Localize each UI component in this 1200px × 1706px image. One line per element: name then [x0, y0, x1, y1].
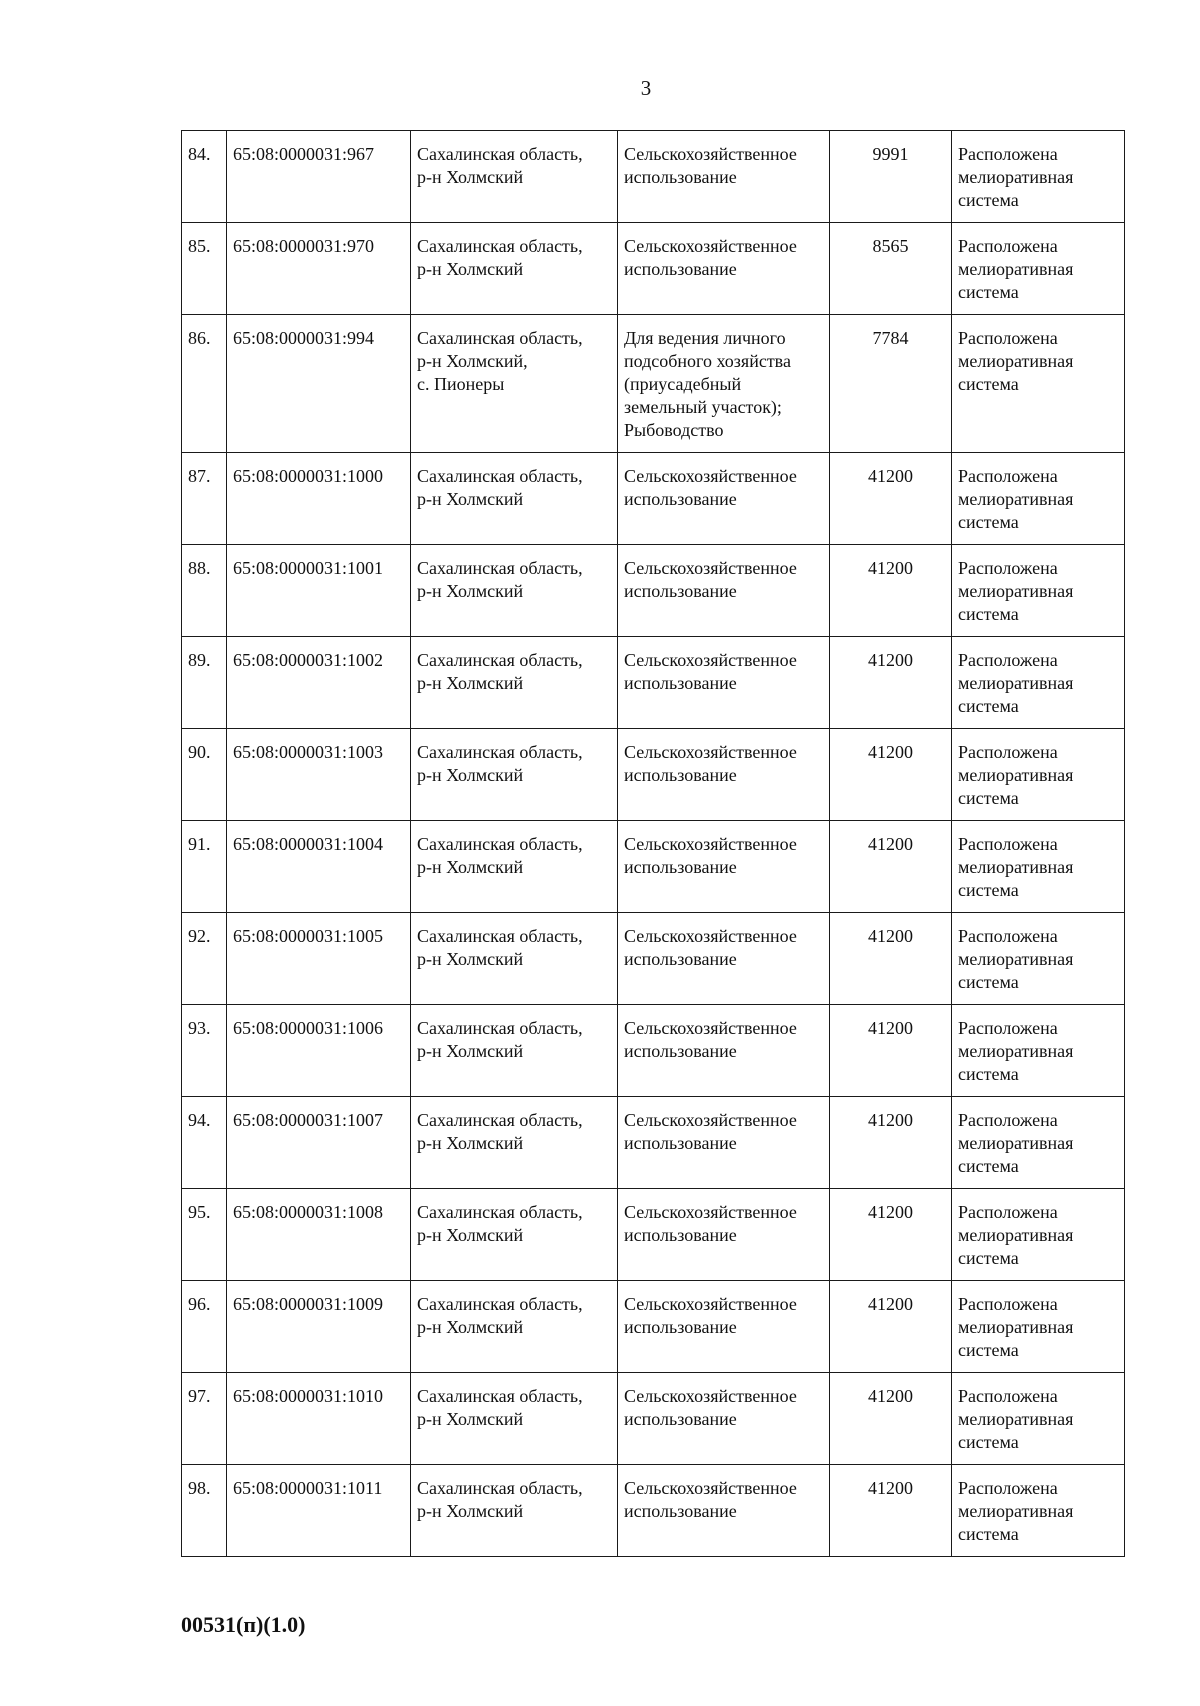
note-cell [952, 1465, 1125, 1557]
address-cell [411, 637, 618, 729]
address-cell-line: р-н Холмский [417, 581, 524, 601]
row-number-cell-text: 91. [188, 834, 211, 854]
note-cell [952, 637, 1125, 729]
permitted-use-cell-line: использование [624, 673, 737, 693]
cadastral-number-cell [227, 1281, 411, 1373]
note-cell [952, 1281, 1125, 1373]
area-cell-text: 41200 [868, 558, 913, 578]
permitted-use-cell [618, 821, 830, 913]
row-number-cell-text: 97. [188, 1386, 211, 1406]
address-cell-line: р-н Холмский [417, 765, 524, 785]
note-cell-line: система [958, 696, 1019, 716]
area-cell-text: 41200 [868, 834, 913, 854]
area-cell-text: 7784 [872, 328, 909, 348]
note-cell [952, 131, 1125, 223]
address-cell-line: Сахалинская область, [417, 926, 583, 946]
permitted-use-cell-line: земельный участок); [624, 397, 782, 417]
permitted-use-cell [618, 729, 830, 821]
permitted-use-cell-line: использование [624, 1133, 737, 1153]
permitted-use-cell-line: использование [624, 581, 737, 601]
address-cell [411, 131, 618, 223]
table-row [182, 821, 1125, 913]
note-cell [952, 1005, 1125, 1097]
address-cell-line: р-н Холмский [417, 1317, 524, 1337]
address-cell-line: р-н Холмский [417, 949, 524, 969]
note-cell [952, 821, 1125, 913]
permitted-use-cell [618, 1465, 830, 1557]
note-cell-line: система [958, 1524, 1019, 1544]
address-cell-line: р-н Холмский [417, 1225, 524, 1245]
permitted-use-cell-line: использование [624, 1041, 737, 1061]
note-cell-line: Расположена [958, 1110, 1058, 1130]
cadastral-number-cell [227, 1097, 411, 1189]
note-cell-line: мелиоративная [958, 581, 1074, 601]
note-cell-line: система [958, 1156, 1019, 1176]
note-cell-line: система [958, 604, 1019, 624]
permitted-use-cell-line: использование [624, 1225, 737, 1245]
permitted-use-cell-line: использование [624, 857, 737, 877]
address-cell-line: р-н Холмский [417, 857, 524, 877]
address-cell-line: с. Пионеры [417, 374, 505, 394]
table-row [182, 1005, 1125, 1097]
note-cell [952, 913, 1125, 1005]
note-cell-line: Расположена [958, 742, 1058, 762]
row-number-cell [182, 1373, 227, 1465]
note-cell-line: мелиоративная [958, 949, 1074, 969]
permitted-use-cell-line: Сельскохозяйственное [624, 1294, 797, 1314]
note-cell [952, 1373, 1125, 1465]
note-cell-line: Расположена [958, 1018, 1058, 1038]
permitted-use-cell [618, 131, 830, 223]
note-cell-line: система [958, 1432, 1019, 1452]
cadastral-number-cell-text: 65:08:0000031:1009 [233, 1294, 384, 1314]
address-cell-line: Сахалинская область, [417, 1018, 583, 1038]
address-cell-line: р-н Холмский [417, 1409, 524, 1429]
cadastral-number-cell-text: 65:08:0000031:1011 [233, 1478, 383, 1498]
note-cell-line: мелиоративная [958, 167, 1074, 187]
permitted-use-cell [618, 1097, 830, 1189]
row-number-cell [182, 821, 227, 913]
permitted-use-cell-line: Сельскохозяйственное [624, 1202, 797, 1222]
table-row [182, 1373, 1125, 1465]
area-cell [830, 453, 952, 545]
row-number-cell-text: 95. [188, 1202, 211, 1222]
cadastral-number-cell [227, 821, 411, 913]
area-cell [830, 821, 952, 913]
cadastral-number-cell-text: 65:08:0000031:1004 [233, 834, 384, 854]
cadastral-number-cell-text: 65:08:0000031:1006 [233, 1018, 384, 1038]
area-cell-text: 41200 [868, 650, 913, 670]
row-number-cell [182, 1189, 227, 1281]
area-cell-text: 41200 [868, 1018, 913, 1038]
note-cell-line: мелиоративная [958, 1133, 1074, 1153]
address-cell-line: Сахалинская область, [417, 1294, 583, 1314]
address-cell-line: Сахалинская область, [417, 236, 583, 256]
area-cell-text: 8565 [872, 236, 909, 256]
note-cell-line: Расположена [958, 1202, 1058, 1222]
note-cell-line: система [958, 282, 1019, 302]
cadastral-number-cell-text: 65:08:0000031:1008 [233, 1202, 384, 1222]
address-cell [411, 1373, 618, 1465]
note-cell-line: Расположена [958, 1478, 1058, 1498]
note-cell-line: мелиоративная [958, 1409, 1074, 1429]
note-cell-line: Расположена [958, 144, 1058, 164]
document-code: 00531(п)(1.0) [181, 1612, 306, 1637]
note-cell-line: система [958, 190, 1019, 210]
row-number-cell-text: 93. [188, 1018, 211, 1038]
area-cell [830, 545, 952, 637]
area-cell [830, 637, 952, 729]
area-cell [830, 223, 952, 315]
area-cell-text: 41200 [868, 466, 913, 486]
address-cell-line: Сахалинская область, [417, 1202, 583, 1222]
address-cell [411, 821, 618, 913]
address-cell-line: р-н Холмский [417, 489, 524, 509]
cadastral-number-cell [227, 453, 411, 545]
address-cell [411, 1465, 618, 1557]
row-number-cell [182, 131, 227, 223]
area-cell [830, 131, 952, 223]
cadastral-number-cell [227, 1005, 411, 1097]
cadastral-number-cell [227, 131, 411, 223]
note-cell-line: система [958, 788, 1019, 808]
row-number-cell-text: 85. [188, 236, 211, 256]
permitted-use-cell-line: Сельскохозяйственное [624, 466, 797, 486]
row-number-cell-text: 92. [188, 926, 211, 946]
area-cell [830, 913, 952, 1005]
note-cell [952, 315, 1125, 453]
address-cell-line: р-н Холмский [417, 259, 524, 279]
permitted-use-cell-line: Сельскохозяйственное [624, 144, 797, 164]
address-cell [411, 223, 618, 315]
note-cell-line: Расположена [958, 834, 1058, 854]
note-cell-line: Расположена [958, 236, 1058, 256]
address-cell-line: Сахалинская область, [417, 466, 583, 486]
row-number-cell-text: 89. [188, 650, 211, 670]
row-number-cell [182, 1005, 227, 1097]
permitted-use-cell [618, 545, 830, 637]
permitted-use-cell-line: использование [624, 1317, 737, 1337]
table-row [182, 545, 1125, 637]
address-cell-line: Сахалинская область, [417, 558, 583, 578]
address-cell-line: Сахалинская область, [417, 1478, 583, 1498]
cadastral-number-cell-text: 65:08:0000031:1003 [233, 742, 384, 762]
note-cell-line: мелиоративная [958, 1317, 1074, 1337]
address-cell-line: р-н Холмский [417, 1133, 524, 1153]
row-number-cell [182, 315, 227, 453]
note-cell-line: Расположена [958, 926, 1058, 946]
area-cell [830, 1189, 952, 1281]
note-cell-line: Расположена [958, 1294, 1058, 1314]
area-cell-text: 41200 [868, 1386, 913, 1406]
address-cell-line: Сахалинская область, [417, 328, 583, 348]
area-cell [830, 1097, 952, 1189]
permitted-use-cell-line: подсобного хозяйства [624, 351, 791, 371]
address-cell-line: р-н Холмский [417, 167, 524, 187]
row-number-cell [182, 223, 227, 315]
address-cell [411, 1281, 618, 1373]
address-cell-line: Сахалинская область, [417, 742, 583, 762]
cadastral-number-cell-text: 65:08:0000031:1000 [233, 466, 384, 486]
address-cell-line: р-н Холмский, [417, 351, 528, 371]
note-cell-line: система [958, 880, 1019, 900]
permitted-use-cell-line: использование [624, 259, 737, 279]
area-cell-text: 41200 [868, 1202, 913, 1222]
permitted-use-cell-line: Сельскохозяйственное [624, 742, 797, 762]
row-number-cell [182, 453, 227, 545]
cadastral-number-cell-text: 65:08:0000031:970 [233, 236, 375, 256]
area-cell-text: 9991 [872, 144, 909, 164]
permitted-use-cell [618, 1005, 830, 1097]
area-cell-text: 41200 [868, 1478, 913, 1498]
permitted-use-cell-line: Сельскохозяйственное [624, 926, 797, 946]
permitted-use-cell-line: Сельскохозяйственное [624, 1018, 797, 1038]
table-row [182, 729, 1125, 821]
row-number-cell-text: 84. [188, 144, 211, 164]
cadastral-number-cell [227, 223, 411, 315]
note-cell [952, 1097, 1125, 1189]
note-cell-line: мелиоративная [958, 1501, 1074, 1521]
permitted-use-cell [618, 637, 830, 729]
permitted-use-cell-line: Сельскохозяйственное [624, 1110, 797, 1130]
note-cell-line: Расположена [958, 558, 1058, 578]
table-row [182, 315, 1125, 453]
permitted-use-cell-line: (приусадебный [624, 374, 742, 394]
address-cell [411, 1189, 618, 1281]
permitted-use-cell-line: Сельскохозяйственное [624, 558, 797, 578]
permitted-use-cell-line: Для ведения личного [624, 328, 786, 348]
area-cell [830, 1465, 952, 1557]
permitted-use-cell [618, 453, 830, 545]
note-cell-line: мелиоративная [958, 259, 1074, 279]
row-number-cell-text: 96. [188, 1294, 211, 1314]
permitted-use-cell-line: использование [624, 1501, 737, 1521]
permitted-use-cell [618, 913, 830, 1005]
cadastral-number-cell [227, 729, 411, 821]
row-number-cell [182, 729, 227, 821]
table-body [182, 131, 1125, 1557]
note-cell-line: Расположена [958, 466, 1058, 486]
area-cell-text: 41200 [868, 1110, 913, 1130]
permitted-use-cell [618, 223, 830, 315]
permitted-use-cell [618, 1281, 830, 1373]
address-cell [411, 315, 618, 453]
area-cell [830, 315, 952, 453]
table-row [182, 1281, 1125, 1373]
note-cell-line: мелиоративная [958, 1225, 1074, 1245]
permitted-use-cell-line: использование [624, 765, 737, 785]
note-cell-line: система [958, 1248, 1019, 1268]
row-number-cell [182, 1281, 227, 1373]
permitted-use-cell [618, 315, 830, 453]
cadastral-number-cell [227, 545, 411, 637]
note-cell-line: Расположена [958, 328, 1058, 348]
note-cell-line: мелиоративная [958, 673, 1074, 693]
table-row [182, 1097, 1125, 1189]
row-number-cell [182, 545, 227, 637]
table-row [182, 913, 1125, 1005]
area-cell-text: 41200 [868, 1294, 913, 1314]
page-number: 3 [640, 76, 652, 100]
permitted-use-cell-line: Сельскохозяйственное [624, 236, 797, 256]
row-number-cell [182, 913, 227, 1005]
note-cell-line: система [958, 1064, 1019, 1084]
table-row [182, 1189, 1125, 1281]
note-cell-line: система [958, 972, 1019, 992]
area-cell [830, 1005, 952, 1097]
note-cell-line: мелиоративная [958, 1041, 1074, 1061]
area-cell-text: 41200 [868, 926, 913, 946]
address-cell [411, 913, 618, 1005]
cadastral-number-cell [227, 1373, 411, 1465]
area-cell-text: 41200 [868, 742, 913, 762]
note-cell-line: Расположена [958, 650, 1058, 670]
address-cell-line: Сахалинская область, [417, 1110, 583, 1130]
note-cell [952, 453, 1125, 545]
address-cell-line: р-н Холмский [417, 1501, 524, 1521]
row-number-cell-text: 98. [188, 1478, 211, 1498]
note-cell-line: система [958, 512, 1019, 532]
permitted-use-cell-line: использование [624, 1409, 737, 1429]
note-cell-line: система [958, 1340, 1019, 1360]
land-plots-table [181, 130, 1125, 1557]
address-cell [411, 1097, 618, 1189]
permitted-use-cell-line: использование [624, 949, 737, 969]
area-cell [830, 1281, 952, 1373]
row-number-cell [182, 1097, 227, 1189]
note-cell-line: мелиоративная [958, 489, 1074, 509]
permitted-use-cell-line: Сельскохозяйственное [624, 650, 797, 670]
row-number-cell [182, 1465, 227, 1557]
address-cell [411, 1005, 618, 1097]
note-cell [952, 545, 1125, 637]
address-cell-line: Сахалинская область, [417, 834, 583, 854]
cadastral-number-cell [227, 913, 411, 1005]
note-cell [952, 729, 1125, 821]
permitted-use-cell-line: Сельскохозяйственное [624, 834, 797, 854]
cadastral-number-cell-text: 65:08:0000031:967 [233, 144, 375, 164]
address-cell-line: Сахалинская область, [417, 650, 583, 670]
table-row [182, 131, 1125, 223]
cadastral-number-cell [227, 1189, 411, 1281]
address-cell [411, 453, 618, 545]
permitted-use-cell-line: Сельскохозяйственное [624, 1386, 797, 1406]
note-cell-line: мелиоративная [958, 857, 1074, 877]
permitted-use-cell [618, 1189, 830, 1281]
area-cell [830, 1373, 952, 1465]
address-cell [411, 729, 618, 821]
permitted-use-cell [618, 1373, 830, 1465]
note-cell [952, 1189, 1125, 1281]
permitted-use-cell-line: использование [624, 167, 737, 187]
cadastral-number-cell-text: 65:08:0000031:1005 [233, 926, 384, 946]
address-cell-line: Сахалинская область, [417, 144, 583, 164]
row-number-cell-text: 87. [188, 466, 211, 486]
cadastral-number-cell [227, 1465, 411, 1557]
table-row [182, 223, 1125, 315]
cadastral-number-cell-text: 65:08:0000031:994 [233, 328, 375, 348]
permitted-use-cell-line: Сельскохозяйственное [624, 1478, 797, 1498]
address-cell-line: р-н Холмский [417, 1041, 524, 1061]
address-cell [411, 545, 618, 637]
address-cell-line: р-н Холмский [417, 673, 524, 693]
note-cell-line: мелиоративная [958, 765, 1074, 785]
note-cell-line: мелиоративная [958, 351, 1074, 371]
row-number-cell-text: 88. [188, 558, 211, 578]
permitted-use-cell-line: Рыбоводство [624, 420, 724, 440]
area-cell [830, 729, 952, 821]
address-cell-line: Сахалинская область, [417, 1386, 583, 1406]
note-cell-line: Расположена [958, 1386, 1058, 1406]
row-number-cell-text: 86. [188, 328, 211, 348]
permitted-use-cell-line: использование [624, 489, 737, 509]
row-number-cell-text: 94. [188, 1110, 211, 1130]
table-row [182, 1465, 1125, 1557]
table-row [182, 637, 1125, 729]
table-row [182, 453, 1125, 545]
cadastral-number-cell [227, 637, 411, 729]
cadastral-number-cell-text: 65:08:0000031:1010 [233, 1386, 384, 1406]
note-cell-line: система [958, 374, 1019, 394]
note-cell [952, 223, 1125, 315]
row-number-cell [182, 637, 227, 729]
cadastral-number-cell [227, 315, 411, 453]
cadastral-number-cell-text: 65:08:0000031:1007 [233, 1110, 384, 1130]
row-number-cell-text: 90. [188, 742, 211, 762]
cadastral-number-cell-text: 65:08:0000031:1001 [233, 558, 384, 578]
cadastral-number-cell-text: 65:08:0000031:1002 [233, 650, 384, 670]
